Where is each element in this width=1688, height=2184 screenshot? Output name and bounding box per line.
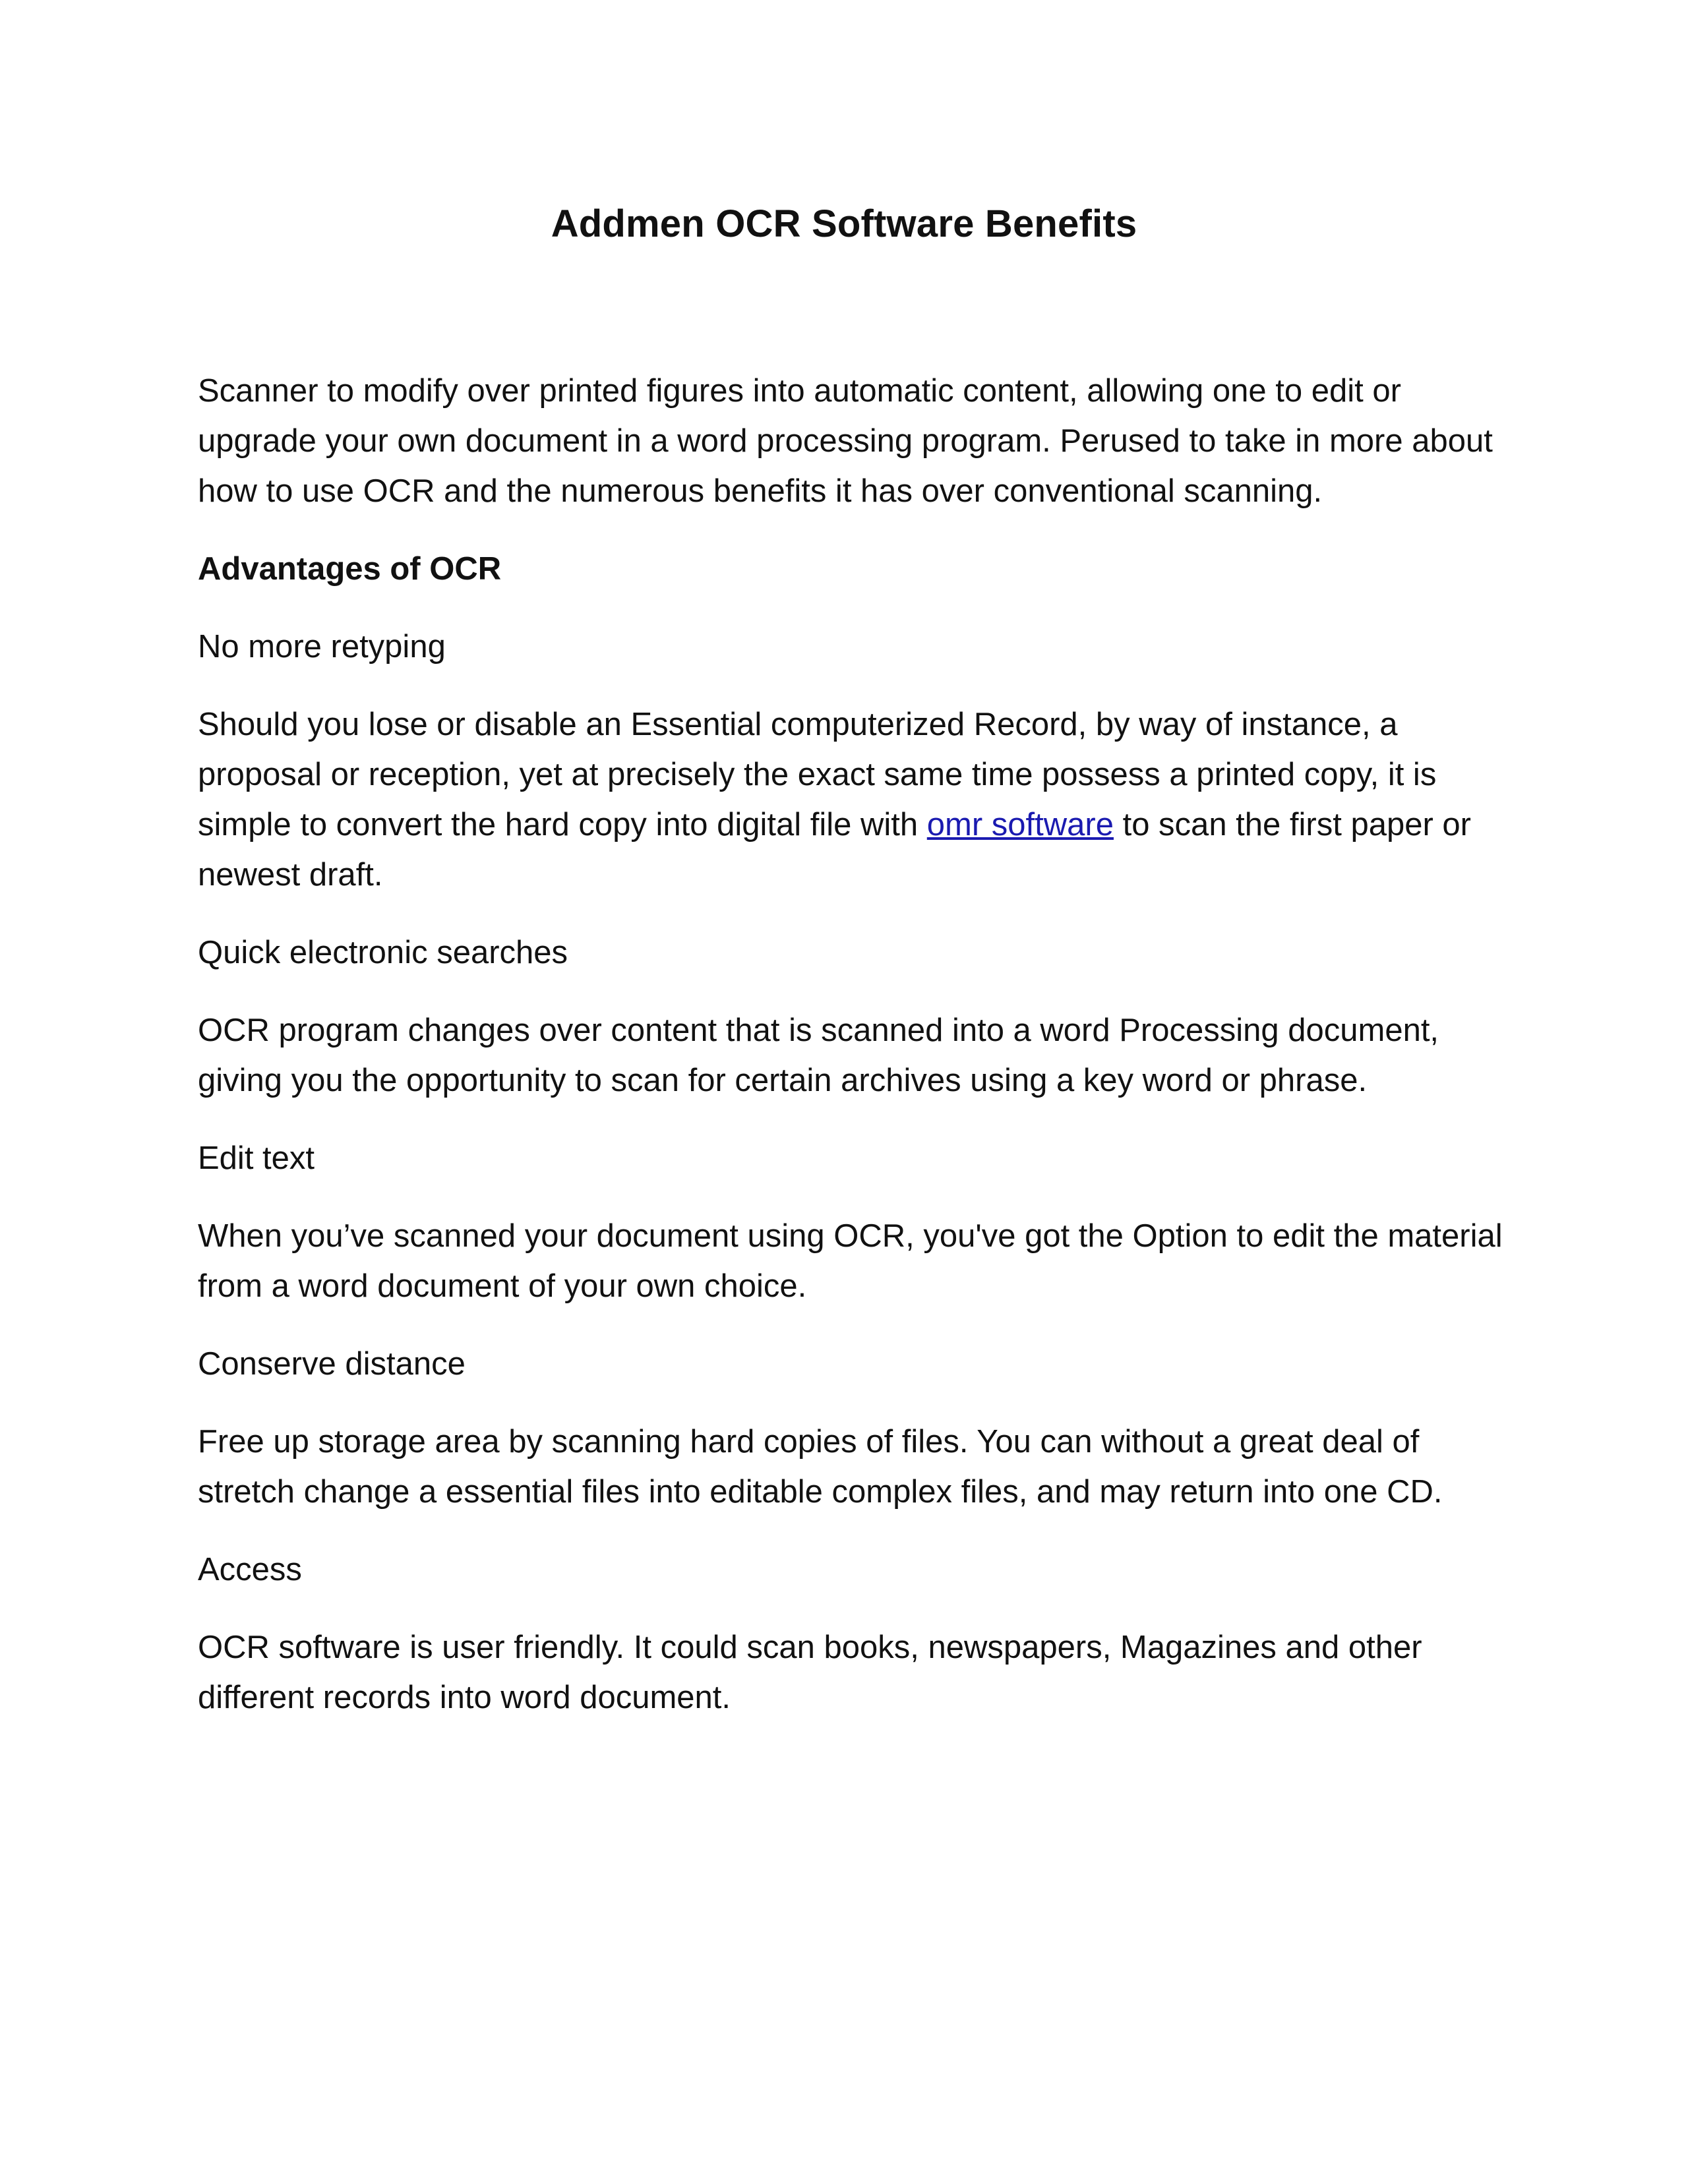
section-heading-quick-electronic-searches: Quick electronic searches (198, 935, 568, 970)
section-body-text-after-link: to scan the first paper or newest draft. (198, 807, 1471, 893)
section-heading-edit-text: Edit text (198, 1140, 315, 1176)
section-heading-access: Access (198, 1552, 302, 1587)
section-heading-no-more-retyping: No more retyping (198, 629, 446, 664)
advantages-heading: Advantages of OCR (198, 551, 502, 587)
section-body-text-before-link: Should you lose or disable an Essential computerized Record, by way of instance, a proposal or reception, yet at precisely the exact same time possess a printed copy, it is simple to convert the hard copy into digital file with (198, 707, 1437, 842)
section-heading-conserve-distance: Conserve distance (198, 1346, 466, 1382)
section-body-conserve-distance: Free up storage area by scanning hard copies of files. You can without a great deal of stretch change a essential files into editable complex files, and may return into one CD. (198, 1424, 1443, 1510)
omr-software-link[interactable]: omr software (926, 807, 1114, 842)
document-body (198, 366, 1517, 1750)
section-body-no-more-retyping (198, 699, 1517, 900)
section-body-access: OCR software is user friendly. It could scan books, newspapers, Magazines and other different records into word document. (198, 1630, 1422, 1715)
document-title: Addmen OCR Software Benefits (551, 202, 1137, 245)
section-body-quick-electronic-searches: OCR program changes over content that is scanned into a word Processing document, giving you the opportunity to scan for certain archives using a key word or phrase. (198, 1013, 1439, 1098)
section-body-edit-text: When you’ve scanned your document using OCR, you've got the Option to edit the material from a word document of your own choice. (198, 1218, 1503, 1304)
intro-paragraph: Scanner to modify over printed figures into automatic content, allowing one to edit or upgrade your own document in a word processing program. Perused to take in more about how to use OCR and the numerous benefits it has over conventional scanning. (198, 373, 1493, 509)
